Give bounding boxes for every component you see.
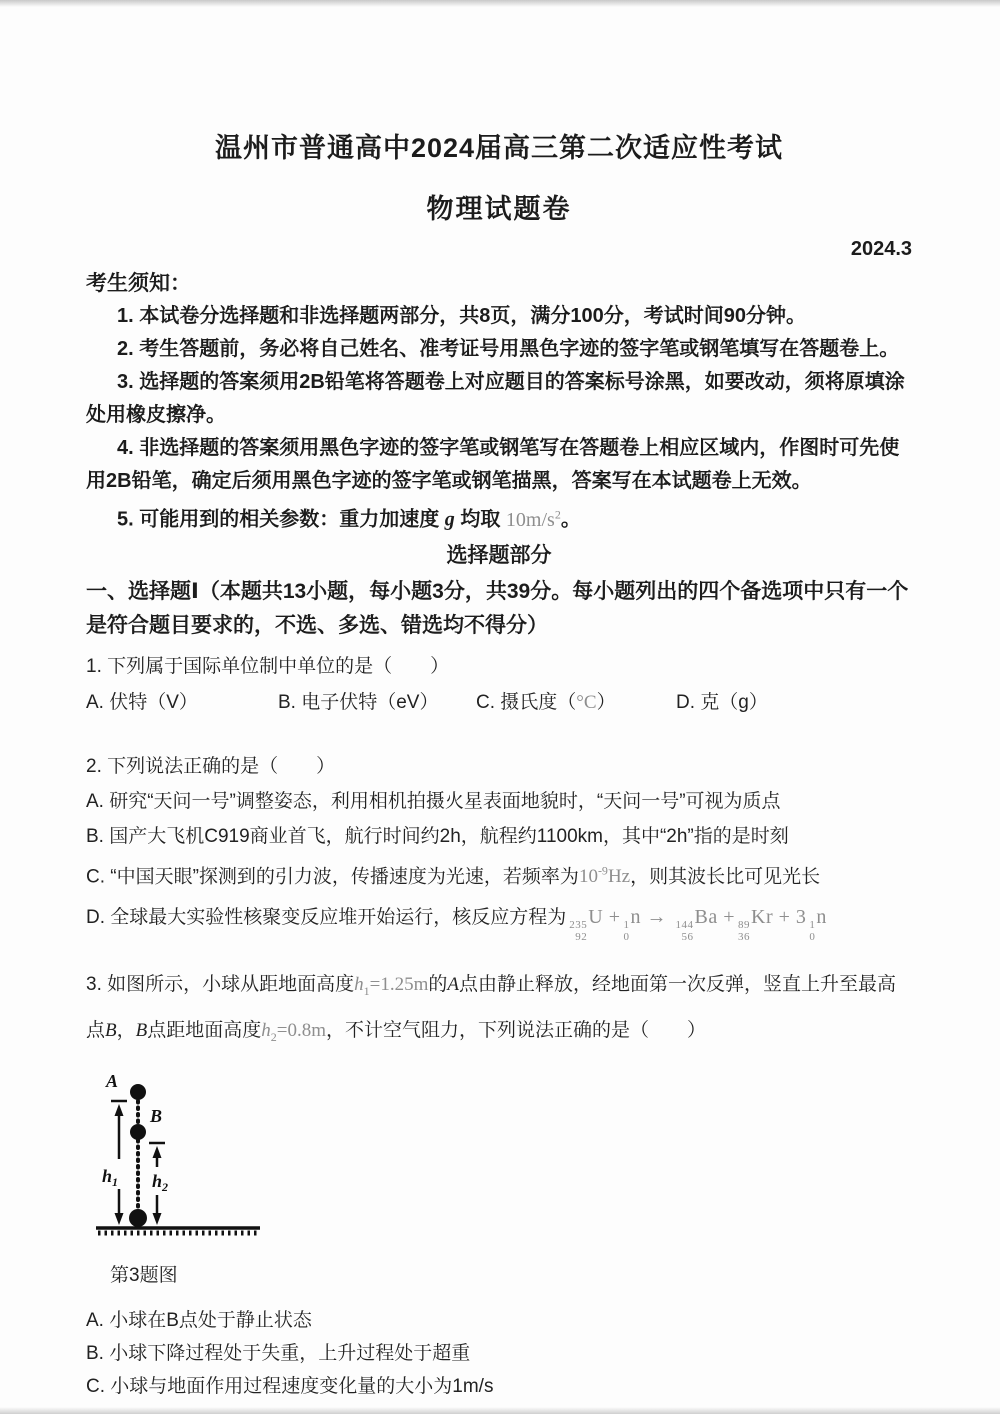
plus-sign-2: +: [723, 905, 736, 928]
uranium-charge: 92: [575, 930, 588, 943]
h1-value: =1.25m: [369, 974, 429, 996]
question-3-option-c: C. 小球与地面作用过程速度变化量的大小为1m/s: [86, 1375, 494, 1397]
question-2: [86, 749, 912, 943]
question-2-option-c: [86, 854, 912, 894]
ground-line: [96, 1228, 260, 1233]
uranium-symbol: U: [588, 905, 604, 928]
stem-text-2: 的: [428, 974, 448, 996]
uranium-numbers: [569, 920, 587, 943]
question-3-options: [86, 1304, 912, 1403]
plus-sign: +: [608, 905, 621, 928]
point-b-letter-2: B: [135, 1019, 148, 1041]
celsius-formula: °C: [576, 691, 597, 713]
h2-value: =0.8m: [276, 1019, 327, 1041]
notice-item-3: 3. 选择题的答案须用2B铅笔将答题卷上对应题目的答案标号涂黑，如要改动，须将原填涂处用橡皮擦净。: [86, 371, 905, 426]
question-3-stem: [86, 965, 912, 1057]
question-1-option-b: B. 电子伏特（eV）: [278, 691, 439, 713]
barium-mass: 144: [675, 918, 694, 931]
question-3-option-a: A. 小球在B点处于静止状态: [86, 1309, 312, 1331]
h1-measure-arrow: [111, 1101, 127, 1225]
figure-label-h2: $h_2$: [152, 1170, 169, 1194]
figure-label-a: A: [106, 1070, 119, 1091]
scan-edge-top: [0, 0, 1000, 7]
notice-5-suffix: 。: [560, 508, 581, 531]
scan-edge-bottom: [0, 1407, 1000, 1414]
notice-item-2: 2. 考生答题前，务必将自己姓名、准考证号用黑色字迹的签字笔或钢笔填写在答题卷上。: [117, 338, 900, 360]
exam-subtitle: 物理试题卷: [426, 194, 572, 224]
frequency-unit: Hz: [607, 865, 631, 887]
question-1-option-d: D. 克（g）: [676, 691, 768, 713]
neutron-2-numbers: [809, 920, 815, 943]
gravity-formula: [506, 509, 561, 531]
neutron-mass: 1: [623, 918, 630, 931]
figure-caption: 第3题图: [110, 1264, 178, 1286]
neutron-charge: 0: [623, 930, 630, 943]
frequency-exponent: -9: [597, 863, 608, 878]
stem-text-5: 点距地面高度: [147, 1019, 262, 1041]
option-d-prefix: D. 全球最大实验性核聚变反应堆开始运行，核反应方程为: [86, 906, 567, 928]
h2-subscript: 2: [270, 1029, 277, 1044]
question-3-figure: [90, 1067, 268, 1245]
question-3: [86, 965, 912, 1403]
stem-text-1: 3. 如图所示，小球从距地面高度: [86, 974, 355, 996]
gravity-symbol: g: [444, 508, 455, 531]
frequency-base: 10: [578, 865, 598, 887]
figure-label-h1: $h_1$: [102, 1165, 119, 1189]
option-c-suffix: ，则其波长比可见光长: [630, 865, 821, 887]
krypton-numbers: [738, 920, 750, 943]
barium-charge: 56: [681, 930, 694, 943]
gravity-formula-base: 10m/s: [505, 508, 555, 531]
question-2-option-a: A. 研究“天问一号”调整姿态，利用相机拍摄火星表面地貌时，“天问一号”可视为质点: [86, 790, 781, 812]
uranium-mass: 235: [569, 918, 588, 931]
notice-5-mid: 均取: [454, 508, 506, 531]
question-1: [86, 651, 912, 719]
ball-at-b: [130, 1124, 146, 1140]
neutron-2-charge: 0: [809, 930, 816, 943]
question-2-option-b: B. 国产大飞机C919商业首飞，航行时间约2h，航程约1100km，其中“2h”指的是时刻: [86, 825, 789, 847]
neutron-numbers: [624, 920, 630, 943]
h1-subscript: 1: [363, 983, 370, 998]
option-c-text: C. 摄氏度（: [476, 691, 577, 713]
option-c-prefix: C. “中国天眼”探测到的引力波，传播速度为光速，若频率为: [86, 865, 579, 887]
stem-text-3: 点由静止释放，经地面第一次反弹，竖直上升至最高点: [86, 974, 897, 1041]
point-b-letter: B: [105, 1019, 117, 1041]
question-1-option-c: [476, 687, 676, 719]
stem-text-4: ，: [116, 1019, 136, 1041]
section-intro: 一、选择题Ⅰ（本题共13小题，每小题3分，共39分。每小题列出的四个备选项中只有一个是符合题目要求的，不选、多选、错选均不得分）: [86, 579, 909, 637]
neutron-symbol: n: [630, 905, 642, 928]
nuclear-equation: [566, 905, 827, 943]
question-2-option-d: [86, 900, 912, 943]
barium-numbers: [676, 920, 694, 943]
question-1-options: [86, 687, 912, 719]
section-heading: 选择题部分: [446, 543, 552, 567]
krypton-charge: 36: [738, 930, 751, 943]
ball-at-a: [130, 1084, 146, 1100]
neutron-2-symbol: n: [816, 905, 827, 928]
notice-item-5: [86, 498, 912, 537]
h2-symbol: h: [261, 1019, 271, 1041]
question-3-option-b: B. 小球下降过程处于失重，上升过程处于超重: [86, 1342, 471, 1364]
neutron-2-mass: 1: [809, 918, 816, 931]
exam-date: 2024.3: [850, 238, 912, 260]
h2-formula: [261, 1019, 327, 1044]
ball-at-ground: [129, 1209, 147, 1227]
h1-formula: [354, 974, 429, 998]
frequency-formula: [578, 863, 631, 887]
figure-label-b: B: [150, 1105, 163, 1126]
notice-item-4: 4. 非选择题的答案须用黑色字迹的签字笔或钢笔写在答题卷上相应区域内，作图时可先使用2B铅笔，确定后须用黑色字迹的签字笔或钢笔描黑，答案写在本试题卷上无效。: [86, 437, 900, 492]
stem-text-6: ，不计空气阻力，下列说法正确的是（ ）: [326, 1019, 707, 1041]
reaction-arrow: →: [646, 905, 668, 928]
question-1-option-a: A. 伏特（V）: [86, 691, 198, 713]
plus-three: + 3: [778, 905, 807, 928]
gravity-formula-exponent: 2: [554, 507, 561, 521]
exam-title: 温州市普通高中2024届高三第二次适应性考试: [214, 133, 784, 163]
barium-symbol: Ba: [694, 905, 718, 928]
notice-item-1: 1. 本试卷分选择题和非选择题两部分，共8页，满分100分，考试时间90分钟。: [117, 305, 806, 327]
question-2-stem: 2. 下列说法正确的是（ ）: [86, 755, 336, 777]
option-c-close: ）: [596, 691, 616, 713]
krypton-symbol: Kr: [751, 905, 774, 928]
question-3-figure-wrap: [90, 1067, 912, 1292]
question-1-stem: 1. 下列属于国际单位制中单位的是（ ）: [86, 655, 450, 677]
notice-5-text: 5. 可能用到的相关参数：重力加速度: [117, 508, 445, 531]
h1-symbol: h: [354, 974, 364, 996]
krypton-mass: 89: [738, 918, 751, 931]
point-a-letter: A: [447, 974, 460, 996]
notice-heading: 考生须知：: [86, 272, 191, 295]
